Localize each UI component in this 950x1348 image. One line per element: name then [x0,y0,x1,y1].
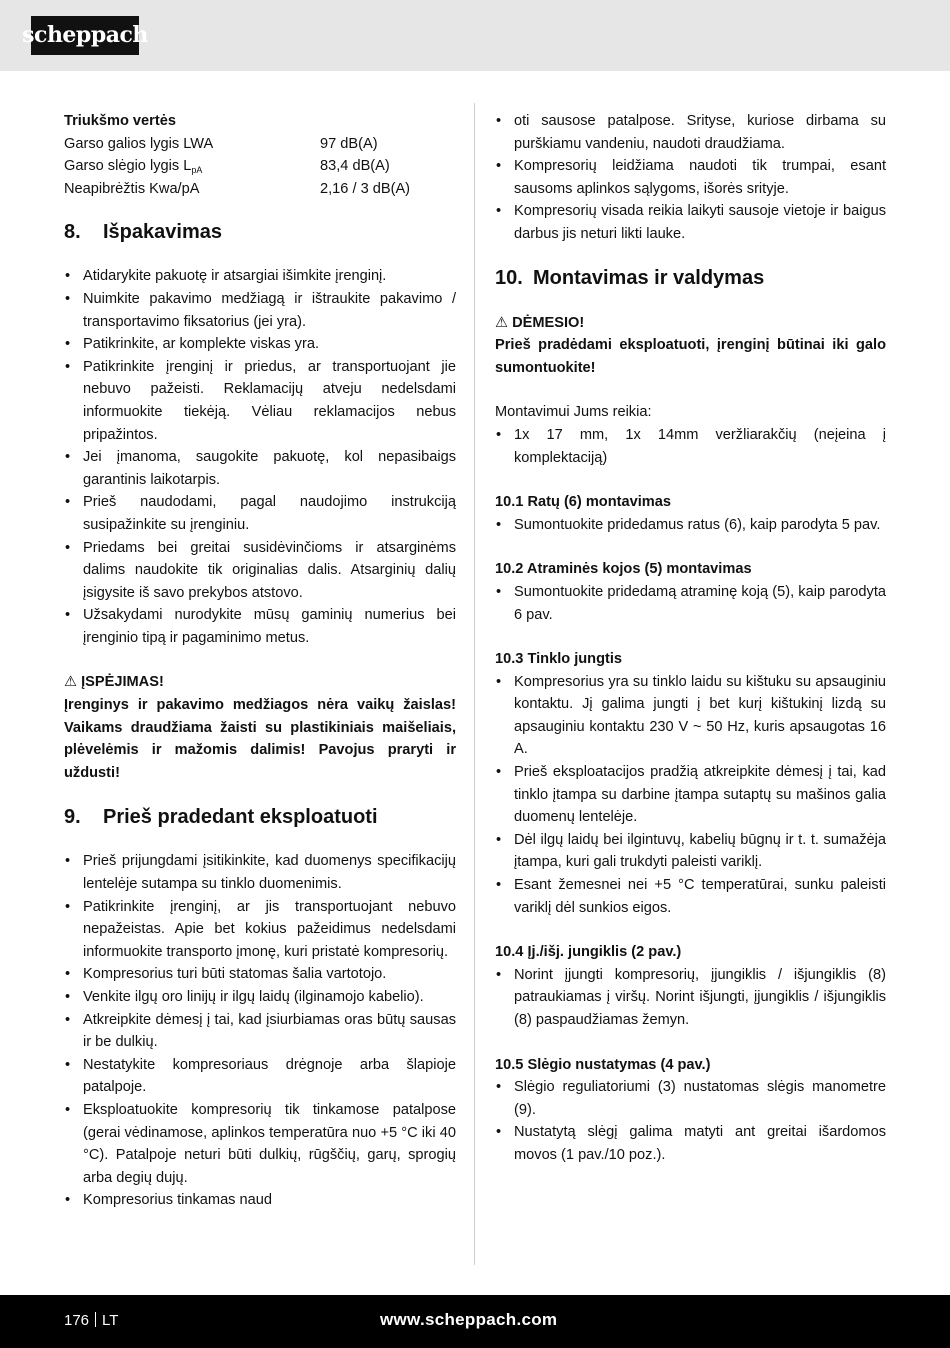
noise-value: 83,4 dB(A) [320,158,390,175]
tools-list [495,424,886,469]
list-item: • Priedams bei greitai susidėvinčioms ir atsarginėms dalims naudokite tik originalias dalis. Atsarginių dalių įsigysite iš savo prekybos atstovo. [64,537,456,605]
language-code: LT [102,1312,119,1329]
list-item: • Atidarykite pakuotę ir atsargiai išimkite įrenginį. [64,265,456,288]
page-indicator [64,1310,118,1332]
noise-value: 2,16 / 3 dB(A) [320,180,411,197]
list-item: • Patikrinkite, ar komplekte viskas yra. [64,333,456,356]
list-item: • Kompresorius turi būti statomas šalia vartotojo. [64,963,456,986]
noise-value: 97 dB(A) [320,135,378,152]
warning-text: Įrenginys ir pakavimo medžiagos nėra vaikų žaislas! Vaikams draudžiama žaisti su plastikiniais maišeliais, plėvelėmis ir mažomis dalimis! Pavojus praryti ir uždusti! [64,697,456,781]
continued-list [495,110,886,246]
subsection-title-10-1: 10.1 Ratų (6) montavimas [495,494,671,511]
list-item: • Kompresorius tinkamas naud [64,1189,456,1212]
section-heading-9: 9. Prieš pradedant eksploatuoti [64,806,378,829]
list-item: • Jei įmanoma, saugokite pakuotę, kol nepasibaigs garantinis laikotarpis. [64,446,456,491]
subsection-title-10-2: 10.2 Atraminės kojos (5) montavimas [495,561,752,578]
list-item: • Užsakydami nurodykite mūsų gaminių numerius bei įrenginio tipą ir pagaminimo metus. [64,604,456,649]
noise-row [64,155,456,178]
list-item: • Atkreipkite dėmesį į tai, kad įsiurbiamas oras būtų sausas ir be dulkių. [64,1009,456,1054]
list-item: • Kompresorius yra su tinklo laidu su kištuku su apsauginiu kontaktu. Jį galima jungti į bet kurį kištukinį lizdą su apsauginiu kontaktu 230 V ~ 50 Hz, kuris apsaugotas 16 A. [495,671,886,761]
on-off-switch-list [495,964,886,1032]
separator [95,1312,96,1327]
list-item: • Prieš eksploatacijos pradžią atkreipkite dėmesį į tai, kad tinklo įtampa su darbine įtampa sutaptų su mašinos galia duomenų lentelėje. [495,761,886,829]
list-item: • Dėl ilgų laidų bei ilgintuvų, kabelių būgnų ir t. t. sumažėja įtampa, kuri gali trukdyti paleisti variklį. [495,829,886,874]
section-heading-8: 8. Išpakavimas [64,221,222,244]
list-item: • Sumontuokite pridedamus ratus (6), kaip parodyta 5 pav. [495,514,886,537]
list-item: • Nuimkite pakavimo medžiagą ir ištraukite pakavimo / transportavimo fiksatorius (jei yra). [64,288,456,333]
right-column [495,110,886,1167]
list-item: • oti sausose patalpose. Srityse, kuriose dirbama su purškiamu vandeniu, naudoti draudžiama. [495,110,886,155]
noise-label: Garso galios lygis LWA [64,135,214,152]
subsection-title-10-5: 10.5 Slėgio nustatymas (4 pav.) [495,1056,711,1073]
warning-icon: ⚠ [495,314,509,331]
list-item: • Nustatytą slėgį galima matyti ant greitai išardomos movos (1 pav./10 poz.). [495,1121,886,1166]
warning-title: ⚠ ĮSPĖJIMAS! [64,674,164,691]
list-item: • Patikrinkite įrenginį ir priedus, ar transportuojant jie nebuvo pažeisti. Reklamacijų atveju nedelsdami informuokite tiekėją. Vėliau reklamacijos nebus pripažintos. [64,356,456,446]
list-item: • 1x 17 mm, 1x 14mm veržliarakčių (neįeina į komplektaciją) [495,424,886,469]
wheels-list [495,514,886,537]
list-item: • Eksploatuokite kompresorių tik tinkamose patalpose (gerai vėdinamose, aplinkos temperatūra nuo +5 °C iki 40 °C). Patalpoje neturi būti dulkių, rūgščių, garų, sprogių arba degių dujų. [64,1099,456,1189]
list-item: • Prieš naudodami, pagal naudojimo instrukciją susipažinkite su įrenginiu. [64,491,456,536]
subsection-title-10-4: 10.4 Įj./išj. jungiklis (2 pav.) [495,944,682,961]
mains-connection-list [495,671,886,920]
list-item: • Esant žemesnei nei +5 °C temperatūrai, sunku paleisti variklį dėl sunkios eigos. [495,874,886,919]
header-bar [0,0,950,71]
noise-label: Neapibrėžtis Kwa/pA [64,180,200,197]
unpacking-list [64,265,456,649]
pressure-setting-list [495,1076,886,1166]
list-item: • Prieš prijungdami įsitikinkite, kad duomenys specifikacijų lentelėje sutampa su tinklo duomenimis. [64,850,456,895]
column-divider [474,103,475,1265]
attention-title: ⚠ DĖMESIO! [495,314,585,331]
list-item: • Patikrinkite įrenginį, ar jis transportuojant nebuvo nepažeistas. Apie bet kokius pažeidimus nedelsdami informuokite transporto įmonę, kuri pristatė kompresorių. [64,896,456,964]
list-item: • Sumontuokite pridedamą atraminę koją (5), kaip parodyta 6 pav. [495,581,886,626]
support-foot-list [495,581,886,626]
noise-heading: Triukšmo vertės [64,113,176,129]
page-number: 176 [64,1312,90,1329]
list-item: • Slėgio reguliatoriumi (3) nustatomas slėgis manometre (9). [495,1076,886,1121]
website-url[interactable]: www.scheppach.com [380,1310,558,1329]
subsection-title-10-3: 10.3 Tinklo jungtis [495,651,623,668]
list-item: • Kompresorių visada reikia laikyti sausoje vietoje ir baigus darbus jis neturi likti lauke. [495,200,886,245]
section-heading-10: 10. Montavimas ir valdymas [495,266,765,289]
list-item: • Kompresorių leidžiama naudoti tik trumpai, esant sausoms aplinkos sąlygoms, išorės srityje. [495,155,886,200]
scheppach-logo: scheppach [31,16,139,55]
noise-row [64,133,456,156]
tools-intro: Montavimui Jums reikia: [495,404,652,421]
list-item: • Venkite ilgų oro linijų ir ilgų laidų (ilginamojo kabelio). [64,986,456,1009]
noise-label: Garso slėgio lygis $L_{pA}$ [64,158,203,176]
warning-icon: ⚠ [64,674,78,691]
left-column [64,110,456,1212]
footer-bar [0,1295,950,1348]
noise-row [64,178,456,201]
list-item: • Nestatykite kompresoriaus drėgnoje arba šlapioje patalpoje. [64,1054,456,1099]
attention-text: Prieš pradėdami eksploatuoti, įrenginį būtinai iki galo sumontuokite! [495,337,886,376]
list-item: • Norint įjungti kompresorių, įjungiklis / išjungiklis (8) patraukiamas į viršų. Norint išjungti, įjungiklis / išjungiklis (8) paspaudžiamas žemyn. [495,964,886,1032]
before-operation-list [64,850,456,1212]
